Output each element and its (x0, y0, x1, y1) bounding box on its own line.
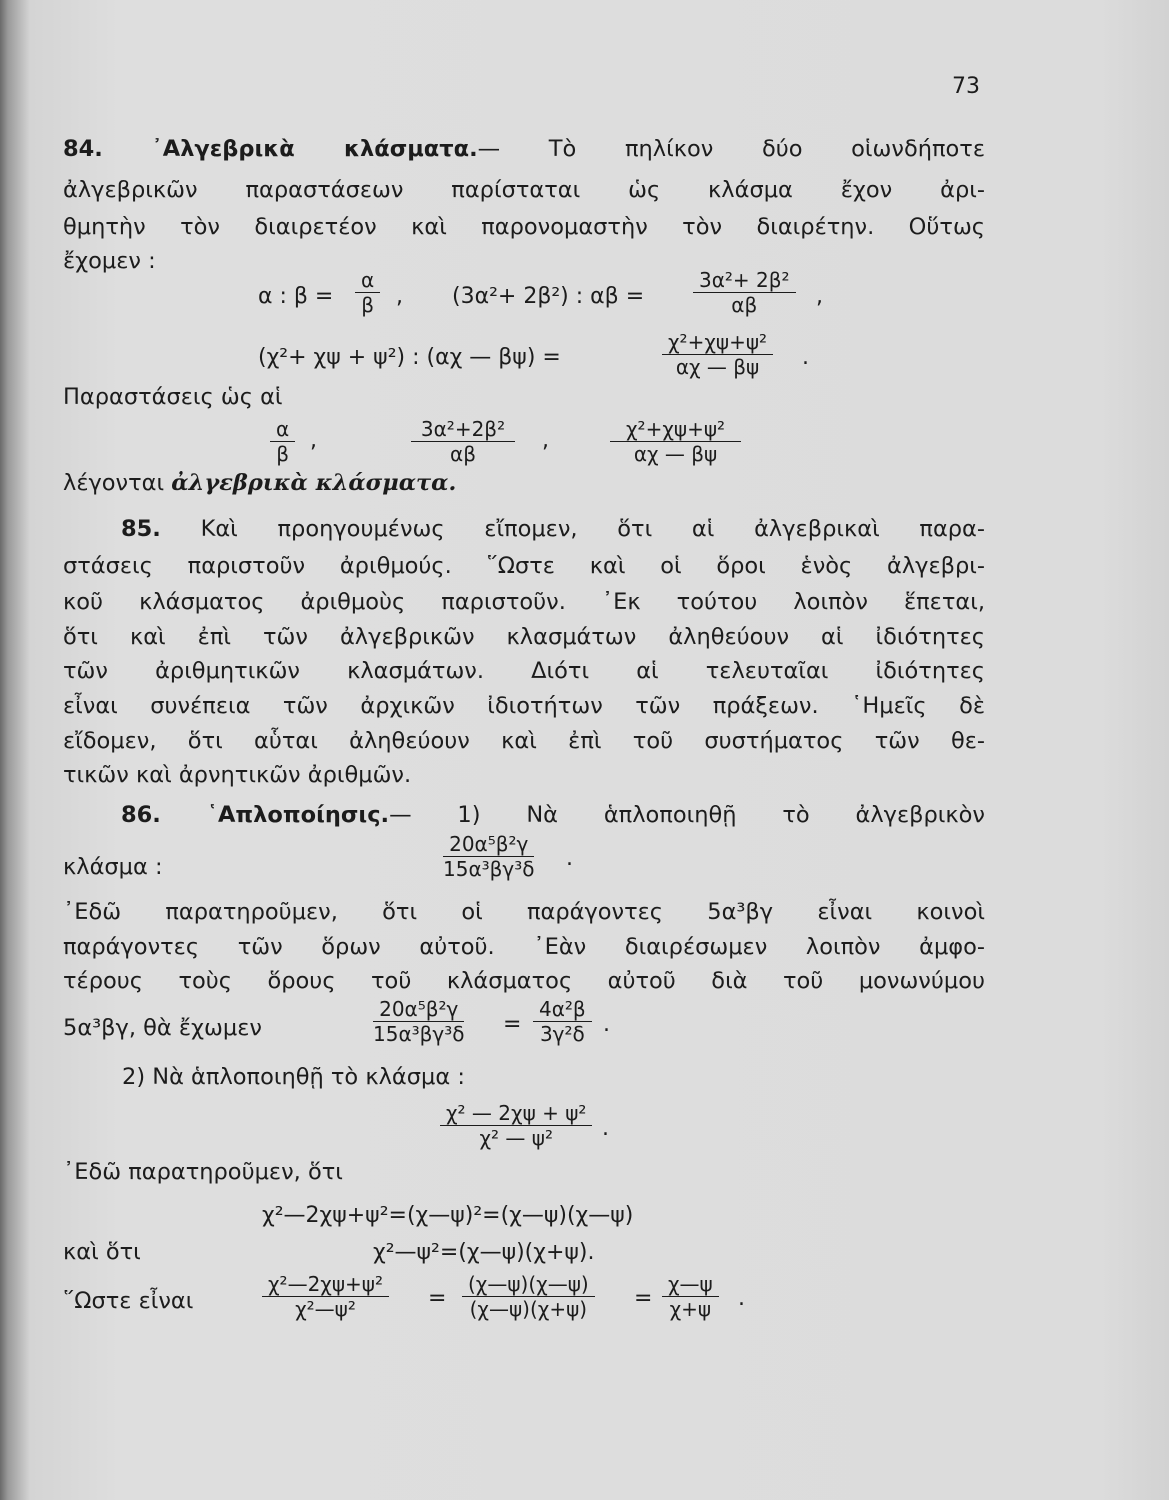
identity-1: χ²—2χψ+ψ²=(χ—ψ)²=(χ—ψ)(χ—ψ) (262, 1203, 634, 1228)
sec85-line-6: εἶναι συνέπεια τῶν ἀρχικῶν ἰδιοτήτων τῶν πράξεων. ῾Ημεῖς δὲ (63, 693, 985, 719)
r1-denominator: χ²—ψ² (295, 1297, 356, 1321)
sec85-line-2: στάσεις παριστοῦν ἀριθμούς. ῞Ωστε καὶ οἱ ὅροι ἑνὸς ἀλγεβρι- (63, 553, 985, 579)
hence-label: ῞Ωστε εἶναι (63, 1288, 194, 1314)
ex-f2-numerator: 3α²+2β² (411, 418, 515, 442)
ex-f2-denominator: αβ (450, 442, 476, 466)
sec86-line-4: τέρους τοὺς ὅρους τοῦ κλάσματος αὐτοῦ διὰ τοῦ μονωνύμου (63, 968, 985, 994)
sec86-line-3: παράγοντες τῶν ὅρων αὐτοῦ. ᾿Εὰν διαιρέσωμεν λοιπὸν ἀμφο- (63, 934, 985, 960)
f1-numerator: 20α⁵β²γ (443, 833, 534, 857)
result-fraction-3 (662, 1273, 719, 1320)
sec85-line-4: ὅτι καὶ ἐπὶ τῶν ἀλγεβρικῶν κλασμάτων ἀληθεύουν αἱ ἰδιότητες (63, 624, 985, 650)
ex-f1-denominator: β (276, 442, 289, 466)
sec86-text-1: — 1) Νὰ ἁπλοποιηθῇ τὸ ἀλγεβρικὸν (389, 802, 985, 828)
sec86-fraction-1 (443, 833, 535, 880)
f4-dot: . (602, 1116, 609, 1141)
page-number: 73 (952, 74, 980, 99)
eq1-left: α : β = (258, 284, 334, 309)
r2-numerator: (χ—ψ)(χ—ψ) (462, 1273, 595, 1297)
eq1-f1-denominator: β (361, 293, 374, 317)
example-comma-2: , (542, 428, 549, 453)
r1-numerator: χ²—2χψ+ψ² (262, 1273, 389, 1297)
sec84-line-3: θμητὴν τὸν διαιρετέον καὶ παρονομαστὴν τὸν διαιρέτην. Οὕτως (63, 214, 985, 240)
eq2-fraction (662, 331, 773, 378)
sec84-title: ᾿Αλγεβρικὰ κλάσματα. (151, 136, 478, 162)
closing-pre: λέγονται (63, 470, 165, 496)
expr-intro: Παραστάσεις ὡς αἱ (63, 384, 283, 410)
eq2-end: . (802, 345, 809, 370)
example-fraction-2 (388, 418, 538, 465)
eq2-left: (χ²+ χψ + ψ²) : (αχ — βψ) = (258, 345, 561, 370)
eq1-fraction-2 (693, 269, 796, 316)
sec84-line-2: ἀλγεβρικῶν παραστάσεων παρίσταται ὡς κλάσμα ἔχον ἀρι- (63, 177, 985, 203)
sec86-line-1 (63, 800, 985, 830)
sec84-text-1: — Τὸ πηλίκον δύο οἱωνδήποτε (477, 136, 986, 162)
eq1-f2-denominator: αβ (731, 293, 758, 317)
r3-numerator: χ—ψ (662, 1273, 719, 1297)
sec86-title: ῾Απλοποίησις. (206, 802, 390, 828)
sec85-line-5: τῶν ἀριθμητικῶν κλασμάτων. Διότι αἱ τελευταῖαι ἰδιότητες (63, 658, 985, 684)
result-equals-1: = (428, 1286, 447, 1311)
sec85-number: 85. (121, 516, 161, 542)
sec86-line-2: ᾿Εδῶ παρατηροῦμεν, ὅτι οἱ παράγοντες 5α³βγ εἶναι κοινοὶ (63, 899, 985, 925)
ex-f3-denominator: αχ — βψ (633, 442, 718, 466)
f3-dot: . (603, 1012, 610, 1037)
sec85-line-1 (63, 514, 985, 544)
klasma-label: κλάσμα : (63, 854, 163, 880)
example-fraction-1 (270, 418, 295, 465)
sec84-line-1 (63, 134, 985, 164)
r3-denominator: χ+ψ (669, 1297, 712, 1321)
example-fraction-3 (610, 418, 741, 465)
example-comma-1: , (310, 428, 317, 453)
f3-numerator: 4α²β (533, 998, 592, 1022)
sec84-number: 84. (63, 136, 103, 162)
sec85-line-3: κοῦ κλάσματος ἀριθμοὺς παριστοῦν. ᾿Εκ τούτου λοιπὸν ἕπεται, (63, 589, 985, 615)
r2-denominator: (χ—ψ)(χ+ψ) (469, 1297, 588, 1321)
eq1-fraction-1 (355, 269, 380, 316)
sec85-text-1: Καὶ προηγουμένως εἴπομεν, ὅτι αἱ ἀλγεβρικαὶ παρα- (200, 516, 986, 542)
result-equals-2: = (634, 1286, 653, 1311)
f4-numerator: χ² — 2χψ + ψ² (440, 1102, 592, 1126)
sec86-number: 86. (121, 802, 161, 828)
eq1-comma: , (396, 284, 403, 309)
eq2-numerator: χ²+χψ+ψ² (662, 331, 773, 355)
sec86-fraction-2 (373, 998, 465, 1045)
sec85-line-7: εἴδομεν, ὅτι αὗται ἀληθεύουν καὶ ἐπὶ τοῦ συστήματος τῶν θε- (63, 728, 985, 754)
result-dot: . (738, 1286, 745, 1311)
result-fraction-2 (462, 1273, 595, 1320)
sec85-line-8: τικῶν καὶ ἀρνητικῶν ἀριθμῶν. (63, 762, 412, 788)
f2-numerator: 20α⁵β²γ (373, 998, 464, 1022)
f1-denominator: 15α³βγ³δ (443, 857, 535, 881)
and-that-label: καὶ ὅτι (63, 1239, 141, 1265)
we-have-line: 5α³βγ, θὰ ἔχωμεν (63, 1015, 262, 1041)
ex-f1-numerator: α (270, 418, 295, 442)
closing-term: ἀλγεβρικὰ κλάσματα. (171, 470, 457, 496)
f3-denominator: 3γ²δ (539, 1022, 585, 1046)
sec84-line-4: ἔχομεν : (63, 248, 156, 274)
eq1-end: , (816, 284, 823, 309)
f4-denominator: χ² — ψ² (479, 1126, 553, 1150)
part2-line: 2) Νὰ ἁπλοποιηθῇ τὸ κλάσμα : (122, 1064, 465, 1090)
identity-2: χ²—ψ²=(χ—ψ)(χ+ψ). (373, 1240, 595, 1265)
eq1-f2-numerator: 3α²+ 2β² (693, 269, 796, 293)
result-fraction-1 (262, 1273, 389, 1320)
eq1-mid: (3α²+ 2β²) : αβ = (452, 284, 645, 309)
sec84-closing (63, 468, 456, 498)
ex-f3-numerator: χ²+χψ+ψ² (610, 418, 741, 442)
eq1-f1-numerator: α (355, 269, 380, 293)
sec86-fraction-4 (440, 1102, 592, 1149)
f2-equals: = (503, 1012, 522, 1037)
sec86-fraction-3 (533, 998, 592, 1045)
f2-denominator: 15α³βγ³δ (373, 1022, 465, 1046)
observe-line: ᾿Εδῶ παρατηροῦμεν, ὅτι (63, 1159, 343, 1185)
eq2-denominator: αχ — βψ (675, 355, 760, 379)
f1-dot: . (566, 846, 573, 871)
